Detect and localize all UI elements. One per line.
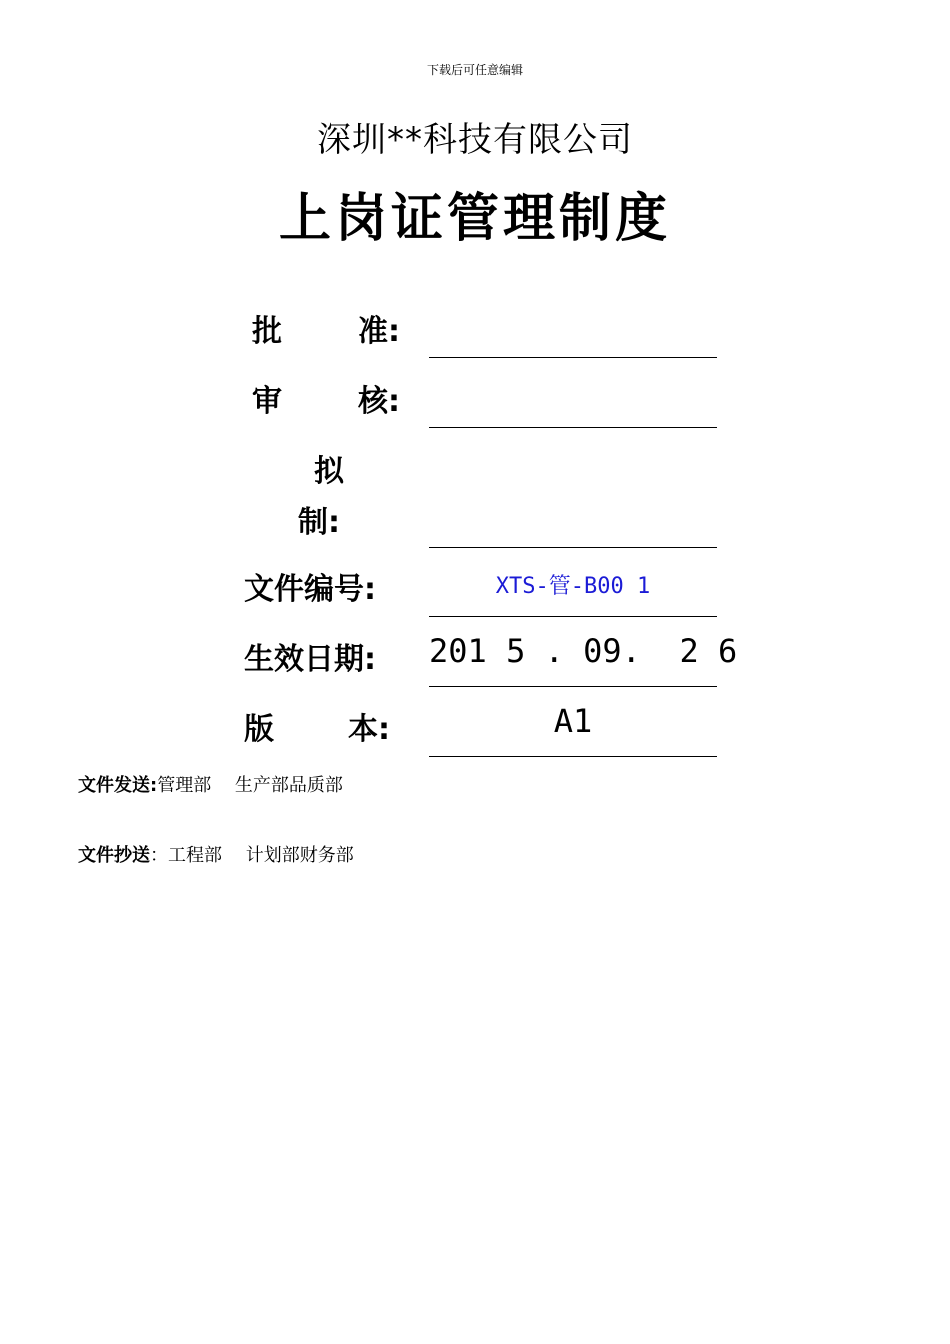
version-line bbox=[429, 756, 717, 757]
draft-line bbox=[429, 547, 717, 548]
review-line bbox=[429, 427, 717, 428]
approve-line bbox=[429, 357, 717, 358]
copy-label: 文件抄送 bbox=[78, 845, 150, 866]
draft-label-char-2: 制: bbox=[298, 505, 340, 540]
copy-colon: ： bbox=[150, 845, 168, 866]
review-label-char-2: 核: bbox=[358, 384, 400, 419]
document-title: 上岗证管理制度 bbox=[278, 189, 671, 249]
effective-date-line bbox=[429, 686, 717, 687]
doc-number-value: XTS-管-B00 1 bbox=[495, 574, 651, 599]
distribution-send-row bbox=[78, 771, 343, 797]
approve-label-char-2: 准: bbox=[358, 314, 400, 349]
version-value: A1 bbox=[553, 702, 593, 740]
send-label: 文件发送 bbox=[78, 775, 150, 796]
header-note: 下载后可任意编辑 bbox=[426, 63, 523, 77]
doc-number-line bbox=[429, 616, 717, 617]
company-name: 深圳**科技有限公司 bbox=[317, 120, 633, 160]
effective-date-label: 生效日期: bbox=[244, 642, 376, 677]
version-label-char-1: 版 bbox=[244, 712, 274, 747]
review-label-char-1: 审 bbox=[252, 384, 282, 419]
copy-departments: 工程部 计划部财务部 bbox=[168, 845, 354, 866]
send-colon: : bbox=[150, 775, 158, 796]
effective-date-value: 201 5 . 09. 2 6 bbox=[429, 632, 738, 670]
send-departments: 管理部 生产部品质部 bbox=[157, 775, 343, 796]
version-label-char-2: 本: bbox=[348, 712, 390, 747]
doc-number-label: 文件编号: bbox=[244, 572, 376, 607]
approve-label-char-1: 批 bbox=[252, 314, 282, 349]
draft-label-char-1: 拟 bbox=[314, 454, 344, 489]
distribution-copy-row bbox=[78, 841, 354, 867]
